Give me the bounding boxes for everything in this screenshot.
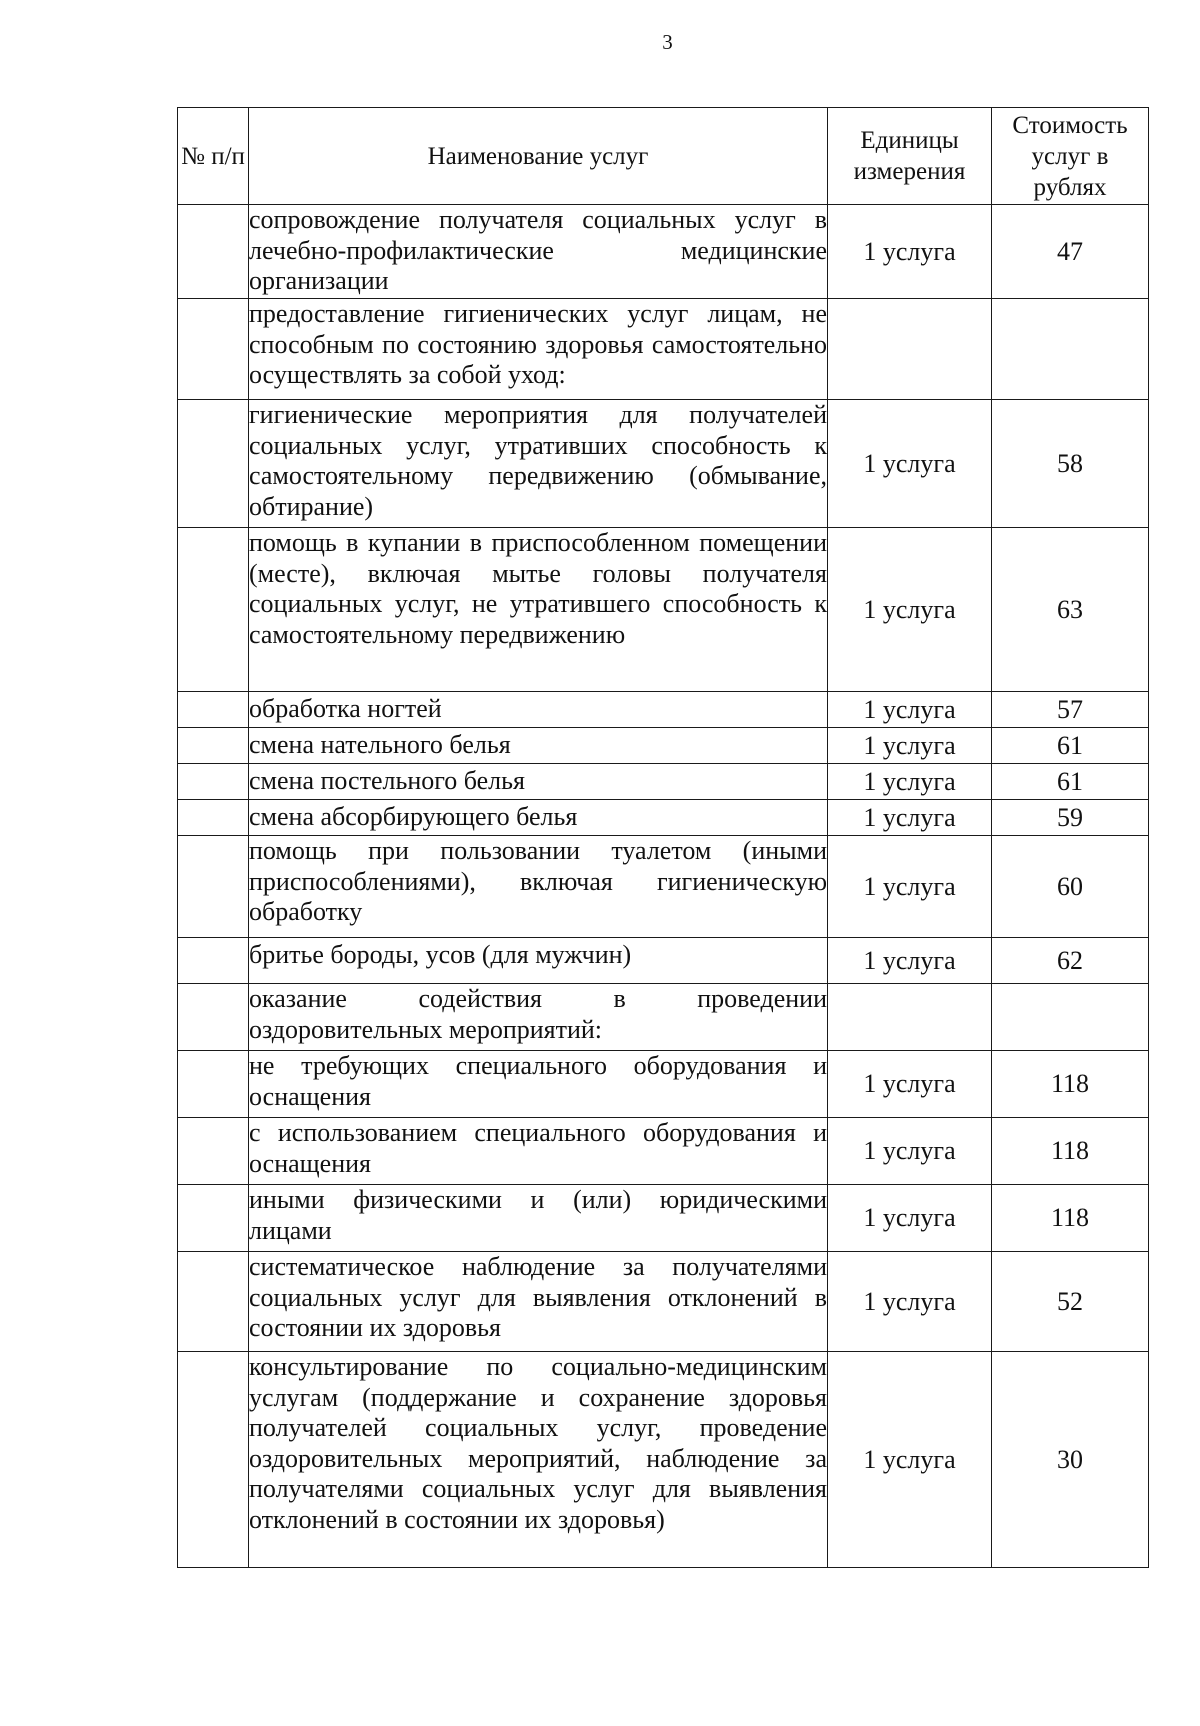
- table-row: [178, 299, 1149, 400]
- service-name: помощь при пользовании туалетом (иными приспособлениями), включая гигиеническую обработку: [249, 836, 828, 938]
- table-row: [178, 205, 1149, 299]
- service-unit: 1 услуга: [828, 1352, 992, 1568]
- header-cost: Стоимость услуг в рублях: [992, 108, 1149, 205]
- service-unit: [828, 299, 992, 400]
- table-row: [178, 1185, 1149, 1252]
- row-number-cell: [178, 800, 249, 836]
- service-name: смена постельного белья: [249, 764, 828, 800]
- row-number-cell: [178, 692, 249, 728]
- service-cost: 47: [992, 205, 1149, 299]
- service-cost: 61: [992, 764, 1149, 800]
- service-name: оказание содействия в проведении оздоровительных мероприятий:: [249, 984, 828, 1051]
- row-number-cell: [178, 1051, 249, 1118]
- service-cost: 118: [992, 1118, 1149, 1185]
- service-cost: 118: [992, 1051, 1149, 1118]
- service-name: не требующих специального оборудования и оснащения: [249, 1051, 828, 1118]
- service-unit: 1 услуга: [828, 1252, 992, 1352]
- service-name: консультирование по социально-медицинским услугам (поддержание и сохранение здоровья получателей социальных услуг, проведение оздоровительных мероприятий, наблюдение за получателями социальных услуг для выявления отклонений в состоянии их здоровья): [249, 1352, 828, 1568]
- header-service-name: Наименование услуг: [249, 108, 828, 205]
- service-cost: [992, 984, 1149, 1051]
- service-unit: [828, 984, 992, 1051]
- service-cost: 61: [992, 728, 1149, 764]
- service-unit: 1 услуга: [828, 836, 992, 938]
- service-unit: 1 услуга: [828, 400, 992, 528]
- row-number-cell: [178, 299, 249, 400]
- service-name: бритье бороды, усов (для мужчин): [249, 938, 828, 984]
- service-cost: 30: [992, 1352, 1149, 1568]
- service-unit: 1 услуга: [828, 1118, 992, 1185]
- table-row: [178, 1252, 1149, 1352]
- service-unit: 1 услуга: [828, 938, 992, 984]
- row-number-cell: [178, 1118, 249, 1185]
- service-unit: 1 услуга: [828, 1051, 992, 1118]
- row-number-cell: [178, 938, 249, 984]
- service-name: смена абсорбирующего белья: [249, 800, 828, 836]
- service-unit: 1 услуга: [828, 528, 992, 692]
- service-name: гигиенические мероприятия для получателей социальных услуг, утративших способность к самостоятельному передвижению (обмывание, обтирание): [249, 400, 828, 528]
- row-number-cell: [178, 984, 249, 1051]
- service-cost: 63: [992, 528, 1149, 692]
- service-unit: 1 услуга: [828, 800, 992, 836]
- row-number-cell: [178, 836, 249, 938]
- row-number-cell: [178, 1252, 249, 1352]
- service-name: помощь в купании в приспособленном помещении (месте), включая мытье головы получателя социальных услуг, не утратившего способность к самостоятельному передвижению: [249, 528, 828, 692]
- row-number-cell: [178, 528, 249, 692]
- service-name: обработка ногтей: [249, 692, 828, 728]
- table-row: [178, 938, 1149, 984]
- header-unit: Единицы измерения: [828, 108, 992, 205]
- service-name: предоставление гигиенических услуг лицам, не способным по состоянию здоровья самостоятельно осуществлять за собой уход:: [249, 299, 828, 400]
- service-unit: 1 услуга: [828, 764, 992, 800]
- service-name: с использованием специального оборудования и оснащения: [249, 1118, 828, 1185]
- row-number-cell: [178, 205, 249, 299]
- table-row: [178, 764, 1149, 800]
- service-cost: 58: [992, 400, 1149, 528]
- service-name: систематическое наблюдение за получателями социальных услуг для выявления отклонений в состоянии их здоровья: [249, 1252, 828, 1352]
- service-unit: 1 услуга: [828, 205, 992, 299]
- service-name: смена нательного белья: [249, 728, 828, 764]
- service-cost: 52: [992, 1252, 1149, 1352]
- service-cost: 62: [992, 938, 1149, 984]
- table-row: [178, 836, 1149, 938]
- service-unit: 1 услуга: [828, 692, 992, 728]
- table-row: [178, 400, 1149, 528]
- table-header-row: [178, 108, 1149, 205]
- service-cost: 118: [992, 1185, 1149, 1252]
- row-number-cell: [178, 1352, 249, 1568]
- header-num: № п/п: [178, 108, 249, 205]
- table-row: [178, 1118, 1149, 1185]
- row-number-cell: [178, 764, 249, 800]
- table-row: [178, 800, 1149, 836]
- services-price-table: [177, 107, 1149, 1568]
- table-row: [178, 692, 1149, 728]
- service-cost: 57: [992, 692, 1149, 728]
- service-unit: 1 услуга: [828, 728, 992, 764]
- service-cost: 59: [992, 800, 1149, 836]
- table-row: [178, 528, 1149, 692]
- service-cost: [992, 299, 1149, 400]
- row-number-cell: [178, 728, 249, 764]
- service-name: сопровождение получателя социальных услуг в лечебно-профилактические медицинские организации: [249, 205, 828, 299]
- table-row: [178, 1352, 1149, 1568]
- service-unit: 1 услуга: [828, 1185, 992, 1252]
- service-cost: 60: [992, 836, 1149, 938]
- table-row: [178, 728, 1149, 764]
- table-row: [178, 1051, 1149, 1118]
- page-number: 3: [662, 30, 673, 54]
- table-row: [178, 984, 1149, 1051]
- service-name: иными физическими и (или) юридическими лицами: [249, 1185, 828, 1252]
- row-number-cell: [178, 400, 249, 528]
- row-number-cell: [178, 1185, 249, 1252]
